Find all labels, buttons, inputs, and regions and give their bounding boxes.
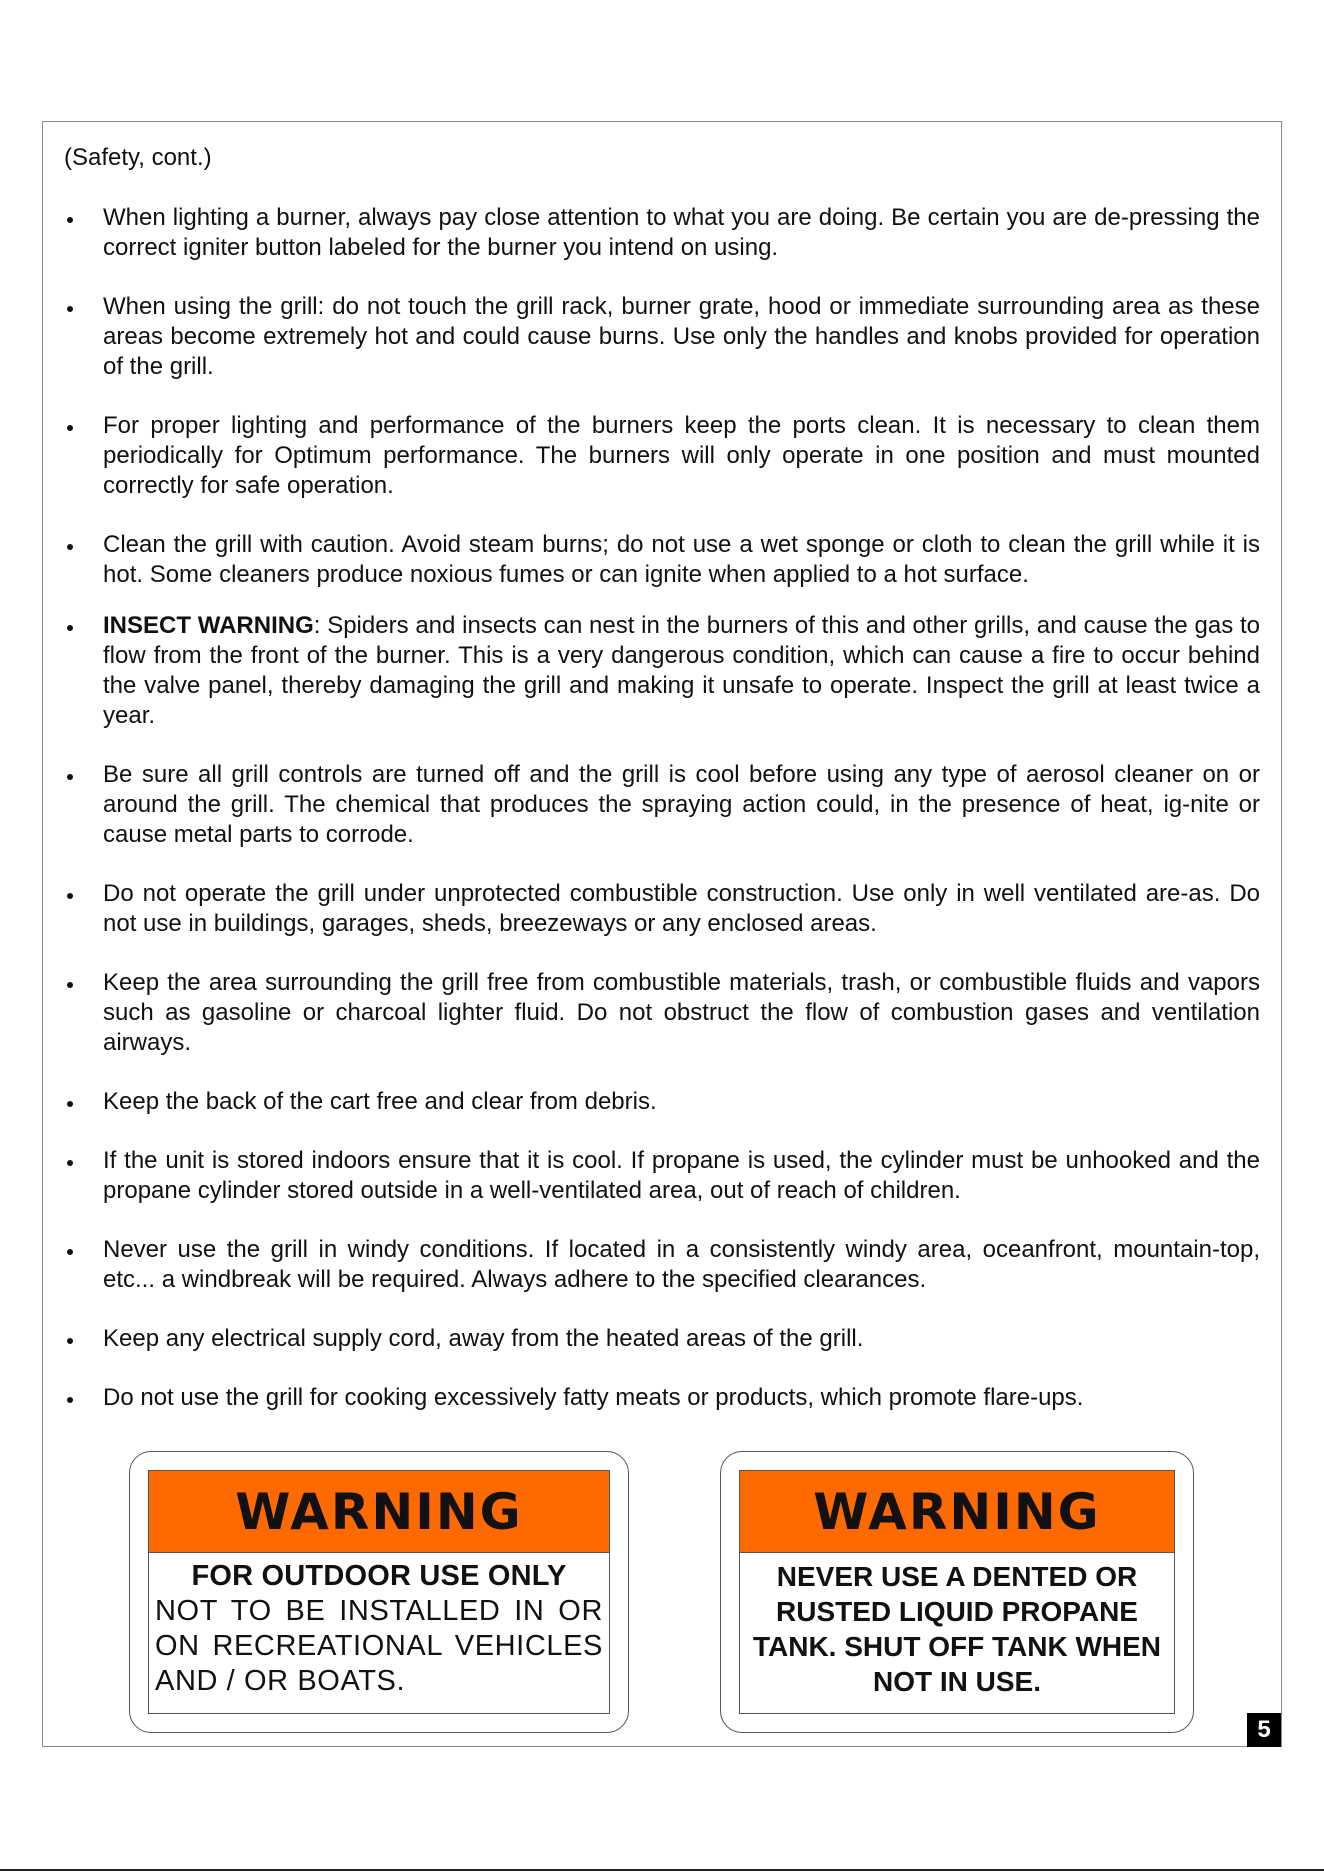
bullet-text: When lighting a burner, always pay close attention to what you are doing. Be certain you are de-pressing the correct igniter button labeled for the burner you intend on using. <box>103 204 1260 261</box>
warning-sign-outdoor-use <box>129 1451 629 1733</box>
safety-bullet-list <box>64 203 1260 1413</box>
bottom-edge-rule <box>0 1869 1324 1871</box>
bullet-combustible-construction <box>64 879 1260 939</box>
warning-body: NEVER USE A DENTED OR RUSTED LIQUID PROPANE TANK. SHUT OFF TANK WHEN NOT IN USE. <box>752 1561 1162 1697</box>
bullet-text: Keep the area surrounding the grill free from combustible materials, trash, or combustible fluids and vapors such as gasoline or charcoal lighter fluid. Do not obstruct the flow of combustion gases and ventilation airways. <box>103 969 1260 1056</box>
bullet-cart-back <box>64 1087 1260 1117</box>
bullet-burner-ports <box>64 411 1260 501</box>
section-continued-heading: (Safety, cont.) <box>64 144 212 171</box>
bullet-cleaning-caution <box>64 530 1260 590</box>
bullet-hot-surfaces <box>64 292 1260 382</box>
bullet-windy-conditions <box>64 1235 1260 1295</box>
warning-header-band <box>149 1471 609 1553</box>
bullet-text: Keep any electrical supply cord, away from the heated areas of the grill. <box>103 1325 864 1352</box>
warning-title: WARNING <box>813 1482 1101 1541</box>
bullet-electrical-cord <box>64 1324 1260 1354</box>
page-number-badge: 5 <box>1247 1713 1281 1747</box>
bullet-aerosol-cleaner <box>64 760 1260 850</box>
bullet-text: : Spiders and insects can nest in the burners of this and other grills, and cause the gas to flow from the front of the burner. This is a very dangerous condition, which can cause a fire to occur behind the valve panel, thereby damaging the grill and making it unsafe to operate. Inspect the grill at least twice a year. <box>103 612 1260 729</box>
warning-sign-inner-border <box>739 1470 1175 1714</box>
bullet-surrounding-area <box>64 968 1260 1058</box>
bullet-fatty-meats <box>64 1383 1260 1413</box>
warning-sign-inner-border <box>148 1470 610 1714</box>
bullet-text: Be sure all grill controls are turned off and the grill is cool before using any type of aerosol cleaner on or around the grill. The chemical that produces the spraying action could, in the presence of heat, ig-nite or cause metal parts to corrode. <box>103 761 1260 848</box>
bullet-indoor-storage <box>64 1146 1260 1206</box>
warning-title: WARNING <box>235 1482 523 1541</box>
bullet-text: Never use the grill in windy conditions. If located in a consistently windy area, oceanfront, mountain-top, etc... a windbreak will be required. Always adhere to the specified clearances. <box>103 1236 1260 1293</box>
bullet-text: Do not use the grill for cooking excessively fatty meats or products, which promote flare-ups. <box>103 1384 1084 1411</box>
bullet-lighting-burner <box>64 203 1260 263</box>
bullet-text: Clean the grill with caution. Avoid steam burns; do not use a wet sponge or cloth to clean the grill while it is hot. Some cleaners produce noxious fumes or can ignite when applied to a hot surface. <box>103 531 1260 588</box>
warning-sign-propane-tank <box>720 1451 1194 1733</box>
bullet-text: If the unit is stored indoors ensure that it is cool. If propane is used, the cylinder must be unhooked and the propane cylinder stored outside in a well-ventilated area, out of reach of children. <box>103 1147 1260 1204</box>
bullet-insect-warning <box>64 611 1260 731</box>
warning-body <box>149 1553 609 1699</box>
bullet-text: For proper lighting and performance of the burners keep the ports clean. It is necessary to clean them periodically for Optimum performance. The burners will only operate in one position and must mounted correctly for safe operation. <box>103 412 1260 499</box>
warning-installation-text: NOT TO BE INSTALLED IN OR ON RECREATIONAL VEHICLES AND / OR BOATS. <box>155 1595 603 1697</box>
bullet-text: When using the grill: do not touch the grill rack, burner grate, hood or immediate surrounding area as these areas become extremely hot and could cause burns. Use only the handles and knobs provided for operation of the grill. <box>103 293 1260 380</box>
bullet-text: Keep the back of the cart free and clear from debris. <box>103 1088 657 1115</box>
warning-outdoor-only-line: FOR OUTDOOR USE ONLY <box>191 1560 567 1592</box>
warning-header-band <box>740 1471 1174 1553</box>
bullet-text: Do not operate the grill under unprotected combustible construction. Use only in well ventilated are-as. Do not use in buildings, garages, sheds, breezeways or any enclosed areas. <box>103 880 1260 937</box>
bullet-lead: INSECT WARNING <box>103 612 314 639</box>
